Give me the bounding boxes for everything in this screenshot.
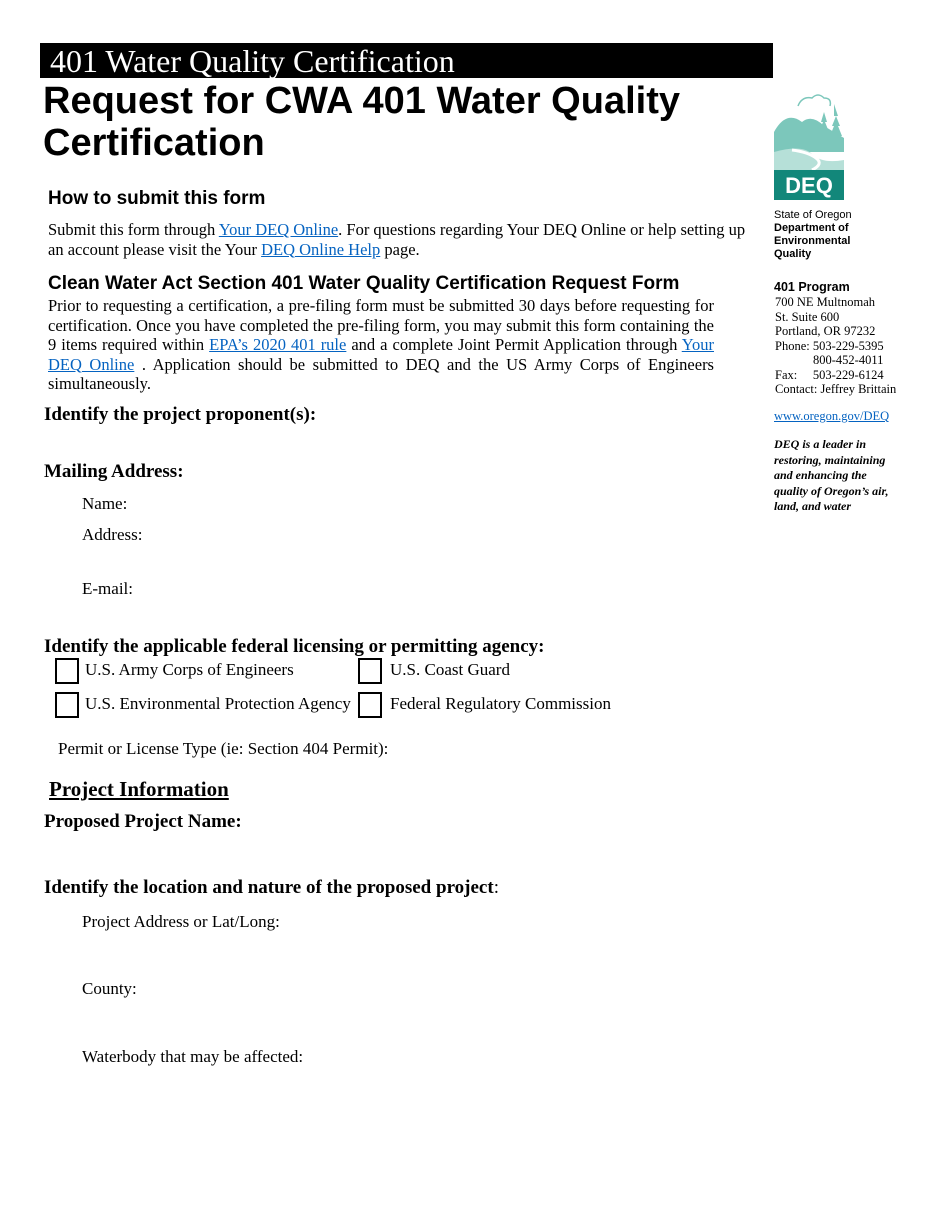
how-to-submit-text-1: Submit this form through [48,220,219,239]
location-heading-colon: : [493,877,499,898]
address-label: Address: [82,525,143,544]
contact-block [775,295,896,397]
agency-line-quality: Quality [774,248,812,260]
project-address-label: Project Address or Lat/Long: [82,912,280,931]
email-label: E-mail: [82,579,133,598]
address-line-3: Portland, OR 97232 [775,324,876,338]
address-line-1: 700 NE Multnomah [775,295,875,309]
agency-line-environmental: Environmental [774,235,851,247]
form-banner: 401 Water Quality Certification [40,43,773,78]
location-heading [44,877,499,899]
agency-name [774,209,852,261]
cwa-section-text [48,296,714,394]
agency-line-department: Department of [774,222,849,234]
page-title: Request for CWA 401 Water Quality Certification [43,80,680,164]
contact-line: Contact: Jeffrey Brittain [775,382,897,396]
agency-line-state: State of Oregon [774,209,852,221]
how-to-submit-text-2: . For questions regarding Your DEQ Online or help setting up an account please visit the Your [48,220,746,259]
cwa-text-3: . Application should be submitted to DEQ and the US Army Corps of Engineers simultaneously. [48,354,714,393]
federal-regulatory-label: Federal Regulatory Commission [390,694,611,713]
army-corps-label: U.S. Army Corps of Engineers [85,660,294,679]
phone-line-2: 800-452-4011 [813,353,884,367]
mailing-address-heading: Mailing Address: [44,461,184,482]
agency-heading: Identify the applicable federal licensing or permitting agency: [44,636,545,657]
proponent-heading: Identify the project proponent(s): [44,404,317,425]
deq-website-link[interactable]: www.oregon.gov/DEQ [774,409,890,423]
address-line-2: St. Suite 600 [775,309,840,324]
fax-line: Fax: 503-229-6124 [775,367,884,382]
permit-type-label: Permit or License Type (ie: Section 404 Permit): [58,739,389,758]
cwa-text-1: Prior to requesting a certification, a pre-filing form must be submitted 30 days before requesting for certification. Once you have completed the pre-filing form, you may submit this form containing the 9 items required within [48,296,714,354]
your-deq-online-link[interactable]: Your DEQ Online [218,220,339,239]
phone-line: Phone: 503-229-5395 [775,338,884,353]
deq-online-help-link[interactable]: DEQ Online Help [261,239,381,259]
coast-guard-label: U.S. Coast Guard [390,660,510,679]
how-to-submit-text [48,220,748,259]
army-corps-checkbox[interactable] [55,658,79,684]
coast-guard-checkbox[interactable] [358,658,382,684]
how-to-submit-heading: How to submit this form [48,188,266,209]
location-heading-text: Identify the location and nature of the proposed project [44,877,494,898]
project-information-heading: Project Information [49,777,229,801]
epa-label: U.S. Environmental Protection Agency [85,694,351,713]
cwa-text-2: and a complete Joint Permit Application through [346,335,682,354]
epa-checkbox[interactable] [55,692,79,718]
deq-logo [772,92,846,202]
waterbody-label: Waterbody that may be affected: [82,1047,304,1066]
cwa-section-heading: Clean Water Act Section 401 Water Quality Certification Request Form [48,273,680,294]
deq-logo-graphic [772,92,846,202]
program-name: 401 Program [774,280,850,294]
epa-401-rule-link[interactable]: EPA’s 2020 401 rule [209,335,347,354]
deq-logo-word: DEQ [785,173,833,198]
how-to-submit-text-3: page. [380,239,420,259]
deq-tagline: DEQ is a leader in restoring, maintaining and enhancing the quality of Oregon’s air, land, and water [774,437,889,513]
your-deq-online-link-2[interactable]: Your DEQ Online [48,335,714,374]
county-label: County: [82,979,137,998]
name-label: Name: [82,494,128,513]
project-name-label: Proposed Project Name: [44,811,242,832]
federal-regulatory-checkbox[interactable] [358,692,382,718]
